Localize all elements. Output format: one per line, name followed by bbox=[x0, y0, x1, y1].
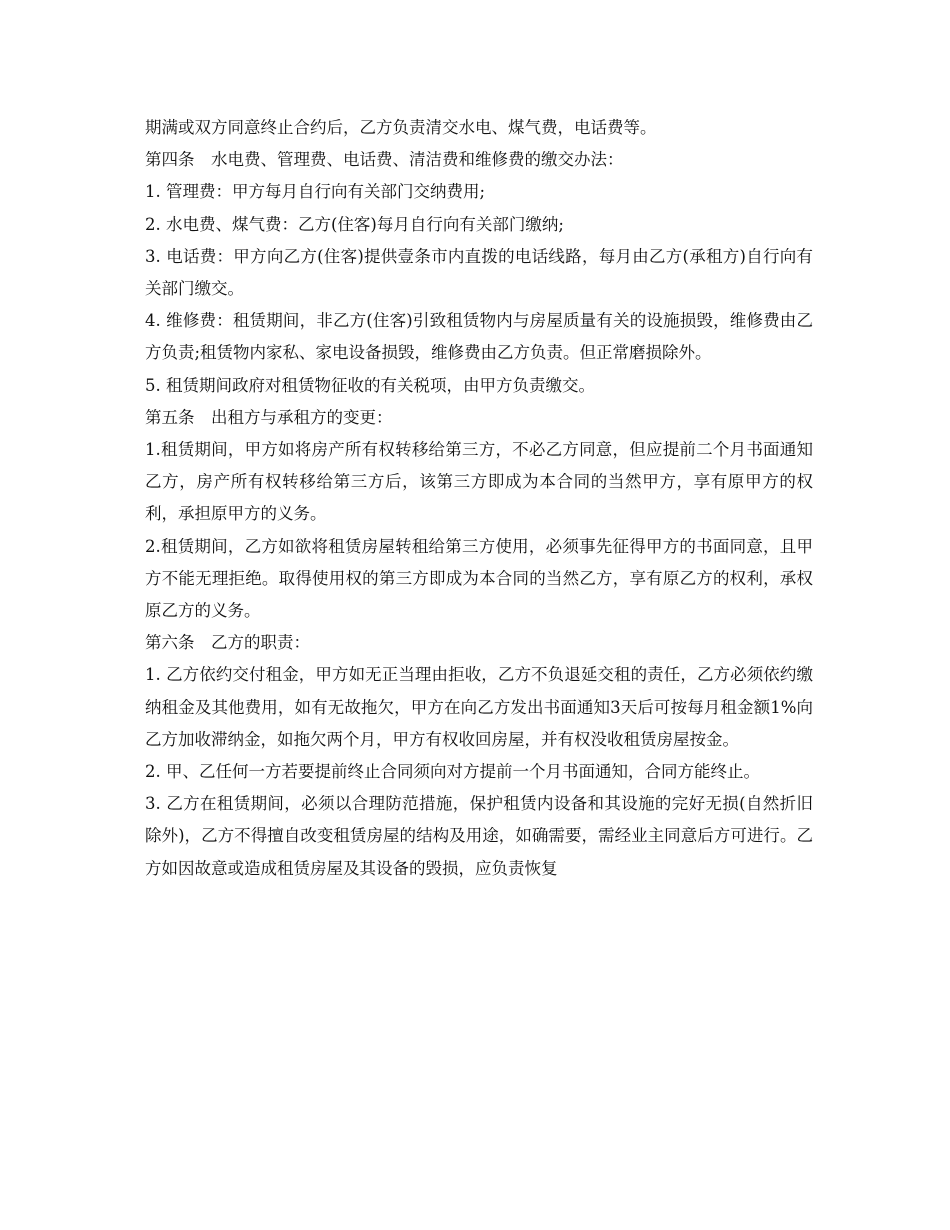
article-6-heading: 第六条 乙方的职责： bbox=[145, 633, 310, 653]
article-4-item-2: 2. 水电费、煤气费：乙方(住客)每月自行向有关部门缴纳; bbox=[145, 214, 564, 234]
article-5-item-1: 1.租赁期间，甲方如将房产所有权转移给第三方，不必乙方同意，但应提前二个月书面通知乙方，房产所有权转移给第三方后，该第三方即成为本合同的当然甲方，享有原甲方的权利，承担原甲方的义务。 bbox=[145, 440, 813, 524]
article-6-item-3: 3. 乙方在租赁期间，必须以合理防范措施，保护租赁内设备和其设施的完好无损(自然折旧除外)，乙方不得擅自改变租赁房屋的结构及用途，如确需要，需经业主同意后方可进行。乙方如因故意或造成租赁房屋及其设备的毁损，应负责恢复 bbox=[145, 794, 813, 878]
article-5-item-2: 2.租赁期间，乙方如欲将租赁房屋转租给第三方使用，必须事先征得甲方的书面同意，且甲方不能无理拒绝。取得使用权的第三方即成为本合同的当然乙方，享有原乙方的权利，承权原乙方的义务。 bbox=[145, 536, 813, 621]
article-4-item-5: 5. 租赁期间政府对租赁物征收的有关税项，由甲方负责缴交。 bbox=[145, 375, 595, 395]
paragraph-closing-utilities: 期满或双方同意终止合约后，乙方负责清交水电、煤气费，电话费等。 bbox=[145, 118, 657, 137]
document-page bbox=[145, 112, 813, 885]
article-4-heading: 第四条 水电费、管理费、电话费、清洁费和维修费的缴交办法： bbox=[145, 150, 624, 170]
article-6-item-2: 2. 甲、乙任何一方若要提前终止合同须向对方提前一个月书面通知，合同方能终止。 bbox=[145, 762, 760, 782]
article-4-item-3: 3. 电话费：甲方向乙方(住客)提供壹条市内直拨的电话线路，每月由乙方(承租方)自行向有关部门缴交。 bbox=[145, 246, 813, 299]
article-4-item-1: 1. 管理费：甲方每月自行向有关部门交纳费用; bbox=[145, 182, 486, 202]
article-5-heading: 第五条 出租方与承租方的变更： bbox=[145, 407, 393, 427]
article-6-item-1: 1. 乙方依约交付租金，甲方如无正当理由拒收，乙方不负退延交租的责任，乙方必须依约缴纳租金及其他费用，如有无故拖欠，甲方在向乙方发出书面通知3天后可按每月租金额1%向乙方加收滞纳金，如拖欠两个月，甲方有权收回房屋，并有权没收租赁房屋按金。 bbox=[145, 665, 813, 749]
article-4-item-4: 4. 维修费：租赁期间，非乙方(住客)引致租赁物内与房屋质量有关的设施损毁，维修费由乙方负责;租赁物内家私、家电设备损毁，维修费由乙方负责。但正常磨损除外。 bbox=[145, 311, 813, 363]
